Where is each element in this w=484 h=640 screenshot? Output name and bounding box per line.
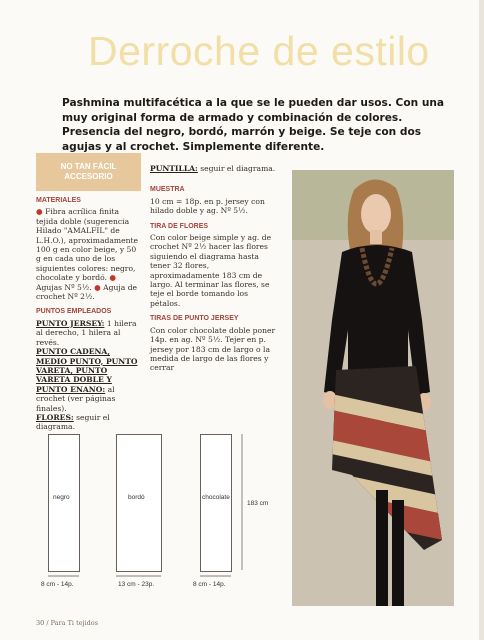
tira-flores-heading: TIRA DE FLORES xyxy=(150,222,209,230)
puntos-others xyxy=(36,347,142,413)
materiales-agujas: Agujas Nº 5½. xyxy=(36,282,92,292)
puntos-flores-text: seguir el diagrama. xyxy=(36,412,110,432)
column-middle xyxy=(150,164,276,373)
muestra-heading: MUESTRA xyxy=(150,186,185,194)
puntilla xyxy=(150,164,276,173)
puntos-jersey-text: 1 hilera al derecho, 1 hilera al revés. xyxy=(36,318,137,347)
face xyxy=(361,194,391,234)
bullet-icon: ● xyxy=(109,273,116,283)
model-illustration xyxy=(292,170,454,606)
materiales-text-1: Fibra acrílica finita tejida doble (sugerencia Hilado "AMALFIL" de L.H.O.), aproximadamente 100 g en color beige, y 50 g en cada uno de los siguientes colores: negro, chocolate y bordó. xyxy=(36,207,139,283)
puntos-flores xyxy=(36,413,142,432)
puntilla-label: PUNTILLA: xyxy=(150,164,198,173)
materiales-heading: MATERIALES xyxy=(36,197,81,204)
bullet-icon: ● xyxy=(94,282,101,292)
badge-line-1: NO TAN FÁCIL xyxy=(60,162,117,171)
materiales-text xyxy=(36,207,142,301)
puntos-others-text: al crochet (ver páginas finales). xyxy=(36,384,116,413)
piece-bordo-width: 13 cm - 23p. xyxy=(118,581,155,588)
badge-line-2: ACCESORIO xyxy=(64,172,113,181)
puntos-flores-label: FLORES: xyxy=(36,412,74,422)
muestra-text: 10 cm = 18p. en p. jersey con hilado doble y ag. Nº 5½. xyxy=(150,196,265,216)
puntos-heading: PUNTOS EMPLEADOS xyxy=(36,308,112,316)
tiras-jersey-heading: TIRAS DE PUNTO JERSEY xyxy=(150,315,239,323)
piece-chocolate-label: chocolate xyxy=(202,494,230,501)
length-label: 183 cm xyxy=(247,500,269,507)
difficulty-badge xyxy=(36,153,141,191)
puntos-jersey-label: PUNTO JERSEY: xyxy=(36,318,105,328)
piece-chocolate xyxy=(200,434,232,572)
piece-negro xyxy=(48,434,80,572)
tiras-jersey-text: Con color chocolate doble poner 14p. en ag. Nº 5½. Tejer en p. jersey por 183 cm de largo o la medida de largo de las flores y cerrar xyxy=(150,325,276,373)
puntilla-text: seguir el diagrama. xyxy=(200,164,276,173)
right-leg xyxy=(392,500,404,606)
piece-chocolate-width: 8 cm - 14p. xyxy=(193,581,226,588)
model-photo xyxy=(292,170,454,606)
tira-flores-text: Con color beige simple y ag. de crochet Nº 2½ hacer las flores siguiendo el diagrama hasta tener 32 flores, aproximadamente 183 cm de largo. Al terminar las flores, se teje el borde tomando los pétalos. xyxy=(150,233,272,308)
page-footer: 30 / Para Ti tejidos xyxy=(36,619,99,627)
left-leg xyxy=(376,490,388,606)
piece-bordo xyxy=(116,434,162,572)
page-title: Derroche de estilo xyxy=(88,28,430,74)
puntos-others-label: PUNTO CADENA, MEDIO PUNTO, PUNTO VARETA, PUNTO VARETA DOBLE Y PUNTO ENANO: xyxy=(36,347,138,394)
neck xyxy=(370,230,382,244)
materiales-crochet: Aguja de crochet Nº 2½. xyxy=(36,282,138,302)
piece-negro-label: negro xyxy=(53,494,70,501)
puntos-jersey xyxy=(36,319,142,347)
bullet-icon: ● xyxy=(36,207,43,217)
page-edge xyxy=(479,0,484,640)
intro-text: Pashmina multifacética a la que se le pueden dar usos. Con una muy original forma de armado y combinación de colores. Presencia del negro, bordó, marrón y beige. Se teje con dos agujas y al crochet. Simplemente diferente. xyxy=(62,97,445,153)
column-left xyxy=(36,196,142,432)
piece-negro-width: 8 cm - 14p. xyxy=(41,581,74,588)
piece-bordo-label: bordó xyxy=(128,494,145,501)
